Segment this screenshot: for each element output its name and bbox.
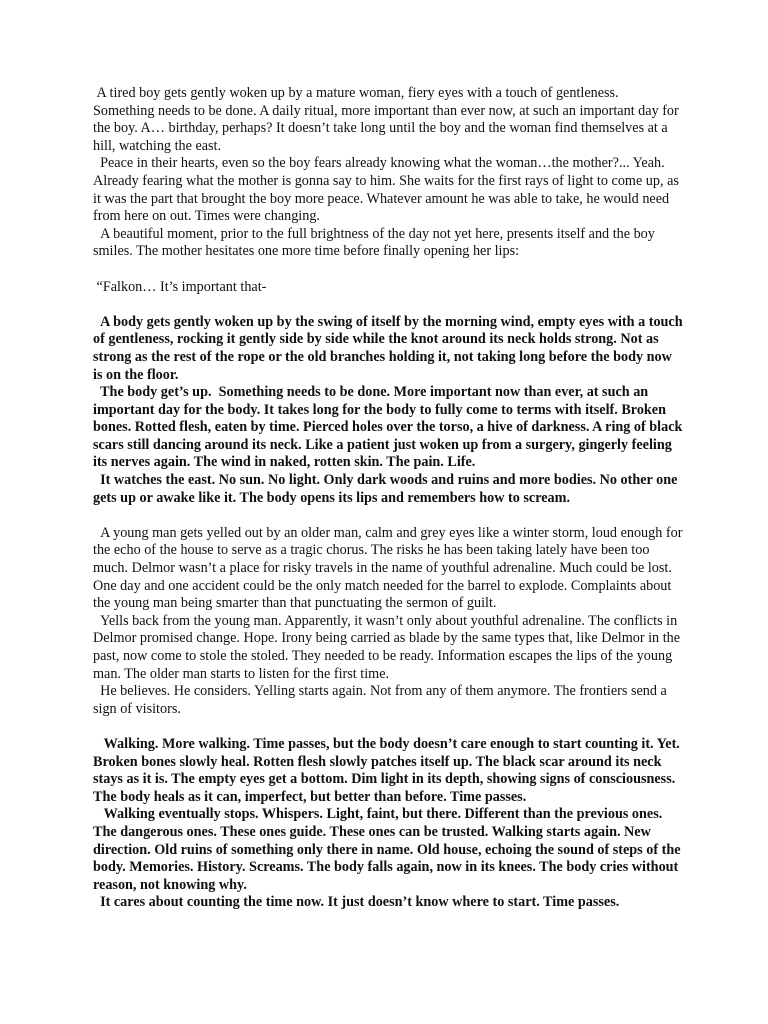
body-paragraph: Peace in their hearts, even so the boy fears already knowing what the woman…the mother?... Yeah. Already fearing what the mother is gonna say to him. She waits for the first rays of light to come up, as it was the part that brought the boy more peace. Whatever amount he was able to take, he would need from here on out. Times were changing. [93, 155, 683, 225]
body-paragraph-bold: Walking. More walking. Time passes, but the body doesn’t care enough to start counting it. Yet. Broken bones slowly heal. Rotten flesh slowly patches itself up. The black scar around its neck stays as it is. The empty eyes get a bottom. Dim light in its depth, showing signs of consciousness. The body heals as it can, imperfect, but better than before. Time passes. [93, 735, 684, 805]
body-paragraph-bold: Walking eventually stops. Whispers. Light, faint, but there. Different than the previous ones. The dangerous ones. These ones guide. These ones can be trusted. Walking starts again. New direction. Old ruins of something only there in name. Old house, echoing the sound of steps of the body. Memories. History. Screams. The body falls again, now in its knees. The body cries without reason, not knowing why. [93, 806, 685, 893]
paragraph-gap [93, 507, 683, 525]
body-paragraph: A tired boy gets gently woken up by a mature woman, fiery eyes with a touch of gentleness. Something needs to be done. A daily ritual, more important than ever now, at such an important day for the boy. A… birthday, perhaps? It doesn’t take long until the boy and the woman find themselves at a hill, watching the east. [93, 85, 683, 154]
paragraph-gap [93, 718, 683, 736]
body-paragraph: Yells back from the young man. Apparently, it wasn’t only about youthful adrenaline. The conflicts in Delmor promised change. Hope. Irony being carried as blade by the same types that, like Delmor in the past, now come to stole the stoled. They needed to be ready. Information escapes the lips of the young man. The older man starts to listen for the first time. [93, 612, 684, 682]
body-paragraph: He believes. He considers. Yelling starts again. Not from any of them anymore. The frontiers send a sign of visitors. [93, 683, 671, 717]
body-paragraph-bold: It watches the east. No sun. No light. Only dark woods and ruins and more bodies. No other one gets up or awake like it. The body opens its lips and remembers how to scream. [93, 472, 681, 506]
body-paragraph-bold: A body gets gently woken up by the swing of itself by the morning wind, empty eyes with a touch of gentleness, rocking it gently side by side while the knot around its neck holds strong. Not as strong as the rest of the rope or the old branches holding it, not taking long before the body now is on the floor. [93, 313, 687, 383]
body-paragraph-bold: The body get’s up. Something needs to be done. More important now than ever, at such an important day for the body. It takes long for the body to fully come to terms with itself. Broken bones. Rotted flesh, eaten by time. Pierced holes over the torso, a hive of darkness. A ring of black scars still dancing around its neck. Like a patient just woken up from a surgery, gingerly feeling its nerves again. The wind in naked, rotten skin. The pain. Life. [93, 384, 686, 471]
body-paragraph: A young man gets yelled out by an older man, calm and grey eyes like a winter storm, loud enough for the echo of the house to serve as a tragic chorus. The risks he has been taking lately have been too much. Delmor wasn’t a place for risky travels in the name of youthful adrenaline. Much could be lost. One day and one accident could be the only match needed for the barrel to explode. Complaints about the young man being smarter than that punctuating the sermon of guilt. [93, 524, 686, 612]
paragraph-gap [93, 261, 683, 279]
document-page [93, 85, 687, 912]
body-paragraph: “Falkon… It’s important that- [93, 278, 267, 295]
paragraph-gap [93, 296, 683, 314]
body-paragraph: A beautiful moment, prior to the full brightness of the day not yet here, presents itself and the boy smiles. The mother hesitates one more time before finally opening her lips: [93, 225, 659, 260]
body-paragraph-bold: It cares about counting the time now. It just doesn’t know where to start. Time passes. [93, 894, 620, 911]
